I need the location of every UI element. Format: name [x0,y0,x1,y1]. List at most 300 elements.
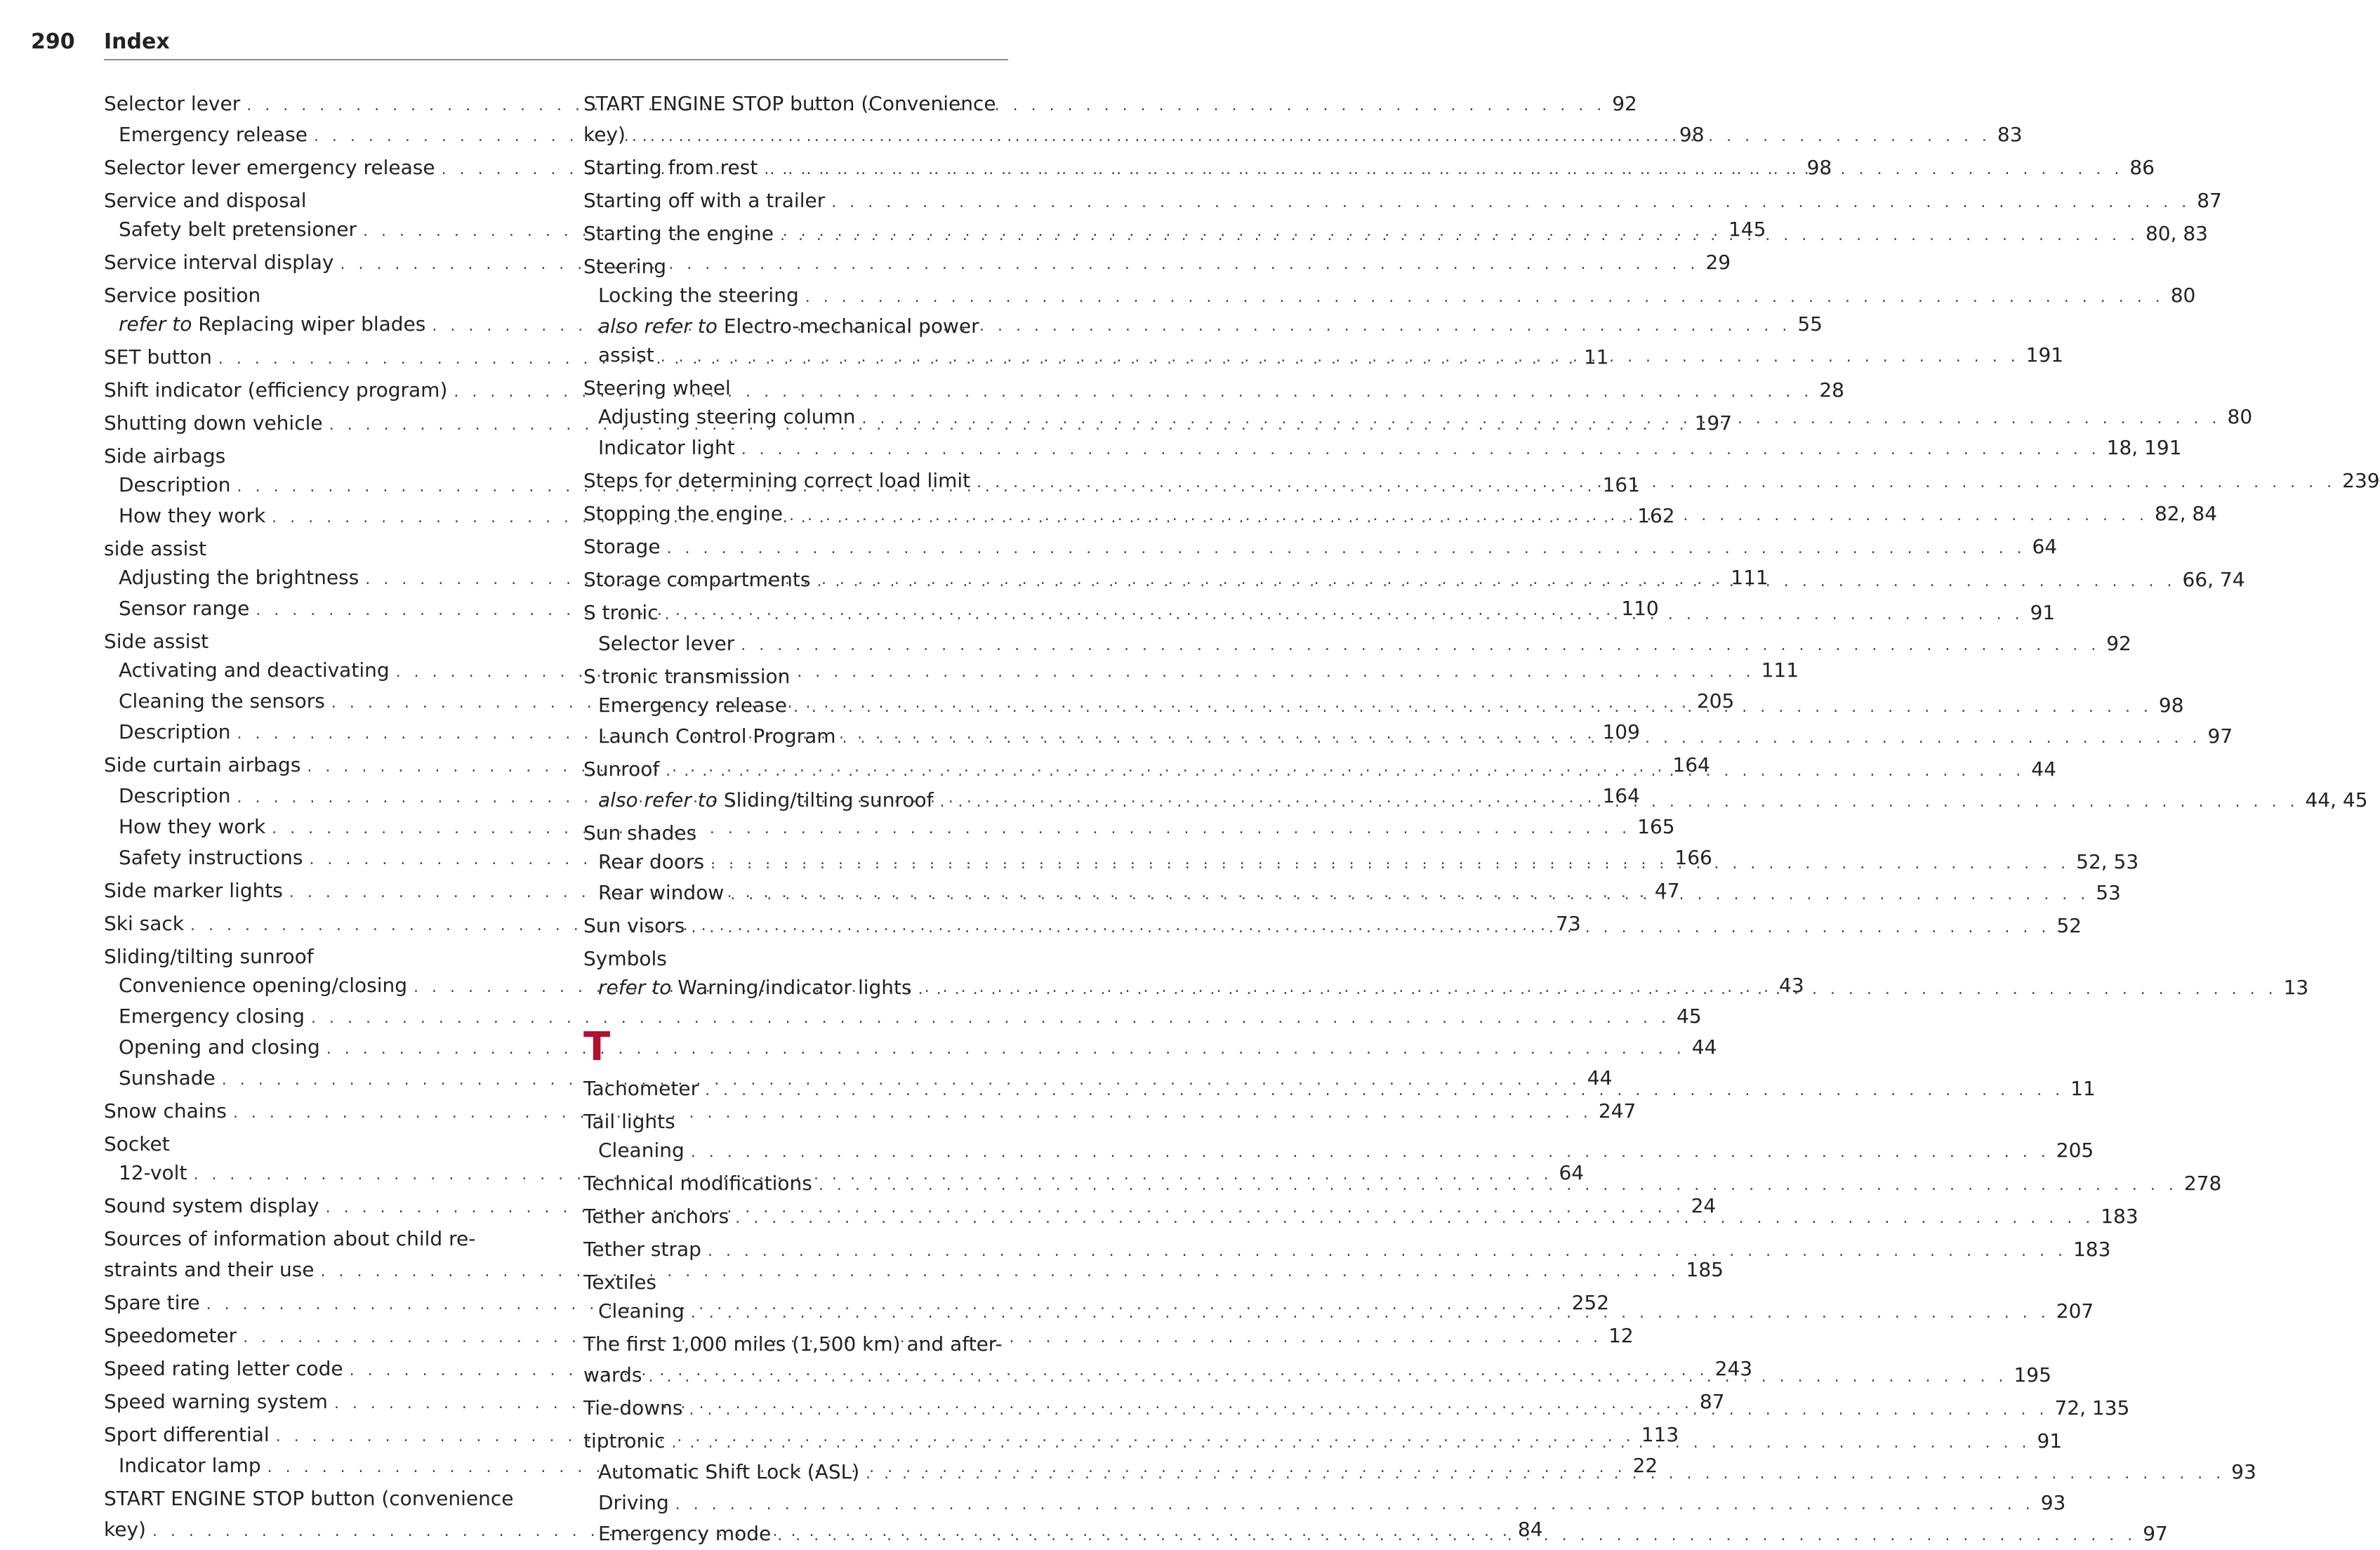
page-reference: 45 [1677,1005,1702,1028]
entry-label [583,755,659,783]
index-entry [583,89,1008,118]
page-title: Index [104,29,170,54]
entry-text: Activating and deactivating [119,658,390,682]
entry-label [119,501,265,530]
index-entry [583,1330,1008,1358]
page-reference: 243 [1714,1357,1753,1380]
index-subentry [104,1033,1717,1064]
entry-label [598,847,704,876]
entry-label [119,470,230,499]
page-reference: 53 [2096,881,2121,904]
entry-label [583,219,774,248]
entry-text: Steering wheel [583,376,731,399]
dot-leader [812,1171,2184,1200]
entry-label [104,1130,170,1158]
page-reference: 91 [2030,601,2056,624]
entry-label [583,252,666,281]
entry-label [583,153,758,182]
dot-leader [724,880,2096,909]
dot-leader [970,468,2342,497]
page-reference: 111 [1761,658,1799,682]
entry-label [583,186,825,215]
entry-text: assist [598,343,654,366]
entry-label [598,629,734,658]
entry-label [119,1451,261,1480]
entry-label [583,1074,699,1103]
entry-text: Sunroof [583,757,660,781]
entry-label [119,120,308,149]
entry-text: START ENGINE STOP button (Convenience [583,92,996,115]
entry-label [583,565,811,594]
dot-leader [825,188,2197,217]
entry-label [104,343,212,371]
page-reference: 29 [1705,251,1731,274]
page-reference: 92 [2106,632,2131,655]
entry-text: Service position [104,284,261,307]
index-entry [583,1107,1008,1136]
dot-leader [734,631,2106,660]
entry-text: Steps for determining correct load limit [583,469,971,492]
index-subentry [583,312,1008,340]
entry-label [583,373,731,402]
entry-label [119,215,357,244]
index-subentry [583,1136,2094,1167]
entry-text: Starting off with a trailer [583,189,826,212]
dot-leader [654,343,2026,371]
dot-leader [665,1429,2037,1457]
entry-label [598,1136,685,1165]
entry-text: Ski sack [104,912,185,935]
page-reference: 252 [1571,1291,1610,1314]
entry-label [583,1393,683,1422]
entry-text: side assist [104,537,206,560]
dot-leader [787,693,2159,722]
dot-leader [771,1521,2143,1550]
entry-text: S tronic transmission [583,665,791,688]
page-reference: 91 [2037,1429,2063,1452]
entry-text: Indicator lamp [119,1454,261,1477]
entry-label [583,1235,701,1264]
entry-text: Tether strap [583,1238,701,1261]
dot-leader [333,250,1705,279]
page-reference: 164 [1672,753,1710,776]
entry-text: Tie-downs [583,1396,683,1419]
page-reference: 13 [2283,976,2309,999]
entry-label [104,1420,270,1449]
entry-label [104,1321,237,1350]
dot-leader [669,1490,2041,1519]
entry-label [104,376,447,404]
entry-label [104,248,333,277]
entry-label [598,340,654,369]
page-reference: 80, 83 [2145,222,2208,245]
entry-text: The first 1,000 miles (1,500 km) and after- [583,1332,1003,1356]
entry-text: Convenience opening/closing [119,974,408,997]
dot-leader [685,1299,2056,1327]
entry-label [119,1002,305,1031]
page-reference: 98 [1806,156,1832,179]
dot-leader [859,1459,2231,1488]
entry-label [104,876,283,905]
entry-text: Description [119,720,231,743]
entry-label [104,1484,513,1513]
index-entry [104,442,530,470]
entry-label [119,687,325,715]
page-reference: 113 [1641,1423,1679,1446]
dot-leader [626,122,1997,151]
index-entry [104,1484,530,1513]
entry-label [583,598,659,627]
dot-leader [856,404,2228,433]
entry-text: Stopping the engine [583,502,783,525]
entry-text: wards [583,1363,642,1386]
entry-text: Sources of information about child re- [104,1227,476,1250]
page-reference: 185 [1686,1258,1724,1281]
index-entry [583,252,1008,281]
entry-label [583,1202,729,1231]
entry-label [104,1224,475,1253]
dot-leader [683,1396,2055,1424]
entry-label [598,973,912,1002]
entry-text: Adjusting steering column [598,405,856,428]
entry-label [598,402,856,431]
entry-text: Service and disposal [104,189,307,212]
entry-text: Selector lever [598,632,735,655]
page-reference: 205 [1696,689,1735,713]
entry-text: Storage [583,535,661,558]
entry-label [119,781,230,810]
entry-text: Selector lever emergency release [104,156,435,179]
entry-label [119,971,407,1000]
page-reference: 165 [1637,815,1675,838]
entry-text: How they work [119,815,266,838]
dot-leader [685,1138,2056,1167]
entry-text: Description [119,784,231,807]
entry-text: Technical modifications [583,1172,812,1195]
entry-text: Cleaning [598,1139,685,1162]
dot-leader [783,501,2155,530]
entry-label [119,812,265,841]
page-reference: 109 [1602,720,1640,743]
entry-label [104,89,240,118]
entry-text: Speedometer [104,1324,237,1347]
entry-text: Side marker lights [104,879,283,902]
entry-text: Safety belt pretensioner [119,218,357,241]
entry-label [598,312,979,340]
entry-label [104,186,307,215]
entry-text: Shift indicator (efficiency program) [104,378,448,402]
entry-label [598,1457,859,1486]
page-reference: 83 [1997,123,2023,146]
entry-text: Sound system display [104,1194,319,1217]
page-reference: 72, 135 [2054,1396,2130,1419]
page-reference: 161 [1602,473,1640,496]
page-reference: 44 [2031,757,2056,781]
entry-label [119,717,230,746]
dot-leader [735,435,2107,464]
page-reference: 97 [2207,724,2233,748]
entry-label [583,1360,642,1389]
entry-text: Safety instructions [119,846,303,869]
entry-label [104,1097,227,1125]
dot-leader [933,788,2305,816]
page-reference: 64 [2032,535,2058,558]
page-reference: 183 [2101,1205,2138,1228]
entry-label [104,442,225,470]
entry-text: Replacing wiper blades [198,312,426,336]
entry-text: Tether anchors [583,1205,729,1228]
index-subentry [583,629,2131,660]
entry-label [598,786,933,814]
page-reference: 11 [2070,1077,2096,1100]
page-reference: 247 [1598,1099,1637,1122]
entry-text: Sliding/tilting sunroof [104,945,314,968]
entry-text: Launch Control Program [598,724,836,748]
entry-label [598,1519,771,1548]
page-reference: 66, 74 [2182,568,2245,591]
entry-label [104,1515,146,1544]
entry-text: Storage compartments [583,568,811,591]
entry-text: START ENGINE STOP button (convenience [104,1487,514,1510]
entry-label [598,1488,669,1517]
entry-label [104,153,435,182]
entry-label [104,409,323,437]
entry-label [104,1288,200,1317]
index-subentry [583,281,2196,312]
page-reference: 11 [1583,345,1609,369]
dot-leader [685,913,2056,942]
page-reference: 73 [1556,912,1581,935]
index-entry [583,1235,2111,1266]
index-entry [104,1224,530,1253]
page-reference: 162 [1637,504,1675,527]
entry-text: Starting the engine [583,222,774,245]
dot-leader [811,567,2183,596]
entry-label [583,1107,675,1136]
dot-leader [659,757,2031,786]
entry-label [104,1255,315,1284]
page-reference: 12 [1608,1324,1634,1347]
page-reference: 80 [2170,284,2196,307]
section-letter: T [583,1024,611,1070]
entry-label [119,1033,320,1061]
index-subentry [583,433,2182,464]
dot-leader [659,600,2030,629]
entry-label [119,563,359,592]
entry-label [583,466,970,495]
page-reference: 44, 45 [2305,788,2368,812]
entry-label [104,942,314,971]
dot-leader [699,1076,2070,1105]
entry-text: Speed warning system [104,1390,328,1413]
page-reference: 98 [1679,123,1705,146]
entry-text: Locking the steering [598,284,799,307]
dot-leader [704,849,2076,878]
entry-text: Emergency release [119,123,308,146]
page-reference: 164 [1602,784,1640,807]
entry-label [104,627,209,656]
page-reference: 18, 191 [2106,436,2182,459]
entry-label [104,909,184,938]
entry-text: Side airbags [104,444,226,468]
entry-text: Opening and closing [119,1035,320,1059]
entry-label [119,1158,187,1187]
entry-text: Selector lever [104,92,241,115]
dot-leader [701,1237,2073,1266]
entry-label [583,662,790,691]
entry-text: Speed rating letter code [104,1357,343,1380]
page-number: 290 [31,29,75,54]
index-entry [104,281,530,310]
index-subentry [104,1002,1702,1033]
page-reference: 44 [1691,1035,1717,1059]
page-reference: 191 [2025,343,2064,366]
page-reference: 92 [1612,92,1637,115]
index-entry [583,186,2222,217]
page-reference: 98 [2158,694,2184,717]
index-entry [583,944,1008,973]
entry-text: Automatic Shift Lock (ASL) [598,1460,860,1483]
page-reference: 24 [1691,1194,1717,1217]
entry-text: Sun visors [583,914,685,937]
entry-text: Side assist [104,630,209,653]
entry-text: Symbols [583,947,667,970]
entry-text: SET button [104,345,212,369]
page-reference: 80 [2227,405,2253,428]
entry-text: 12-volt [119,1161,187,1184]
entry-text: Rear doors [598,850,705,873]
entry-label [583,532,661,561]
index-entry [104,942,530,971]
page-reference: 87 [2197,189,2222,212]
entry-text: Description [119,473,231,496]
entry-text: Starting from rest [583,156,758,179]
entry-label [104,1191,319,1220]
entry-label [598,1297,685,1325]
entry-text: Shutting down vehicle [104,411,323,435]
entry-text: Sliding/tilting sunroof [723,788,934,812]
entry-label [583,911,685,940]
dot-leader [758,155,2129,184]
entry-text: S tronic [583,601,659,624]
index-entry [583,662,1008,691]
page-reference: 52, 53 [2076,850,2139,873]
entry-text: key) [104,1518,146,1541]
page-reference: 110 [1621,597,1659,620]
entry-text: How they work [119,504,266,527]
page-reference: 43 [1779,974,1804,997]
index-entry [104,1130,530,1158]
entry-label [583,1268,656,1297]
entry-label [583,1426,665,1455]
entry-text: Sun shades [583,821,697,844]
entry-label [598,722,836,750]
entry-text: Tachometer [583,1077,699,1100]
entry-label [119,594,249,623]
entry-label [598,878,724,907]
dot-leader [661,534,2032,563]
index-entry [104,186,530,215]
index-entry [104,534,530,563]
entry-text: Sensor range [119,597,250,620]
index-entry [583,373,1008,402]
entry-label [583,944,667,973]
entry-text: Emergency mode [598,1522,772,1545]
page-reference: 93 [2040,1491,2066,1514]
page-reference: 82, 84 [2154,502,2218,525]
entry-text: Electro-mechanical power [723,314,979,338]
entry-label [583,120,626,149]
entry-label [104,534,206,563]
page-reference: 166 [1674,846,1712,869]
entry-text: Sunshade [119,1066,216,1089]
page-reference: 278 [2183,1172,2222,1195]
header-rule [104,59,1008,60]
page-reference: 197 [1694,411,1733,435]
entry-label [598,691,787,720]
dot-leader [836,724,2208,753]
entry-text: Driving [598,1491,669,1514]
page-reference: 55 [1797,312,1823,336]
entry-label [119,1064,216,1092]
index-entry [104,627,530,656]
index-entry [583,819,1008,847]
page-reference: 44 [1587,1066,1613,1089]
cross-reference-prefix: refer to [598,976,672,999]
page-reference: 111 [1731,566,1769,589]
cross-reference-prefix: also refer to [598,788,718,812]
dot-leader [912,975,2284,1004]
entry-label [104,1354,343,1383]
page-reference: 47 [1654,879,1680,902]
entry-text: Snow chains [104,1099,227,1122]
entry-text: Socket [104,1132,170,1155]
entry-text: Emergency release [598,694,787,717]
dot-leader [799,283,2171,312]
entry-label [104,1387,328,1416]
entry-label [119,656,390,684]
entry-text: Adjusting the brightness [119,566,359,589]
dot-leader [729,1204,2101,1233]
entry-label [583,1330,1003,1358]
page-reference: 93 [2231,1460,2256,1483]
entry-text: Warning/indicator lights [677,976,912,999]
page-reference: 145 [1728,218,1766,241]
page-reference: 84 [1517,1518,1543,1541]
page-reference: 64 [1559,1161,1585,1184]
entry-label [119,843,303,872]
page-reference: 207 [2056,1299,2094,1323]
entry-text: key) [583,123,626,146]
index-entry [583,532,2058,563]
entry-label [119,310,425,338]
index-subentry [583,1488,2066,1519]
page-reference: 183 [2072,1238,2111,1261]
entry-label [583,819,696,847]
entry-text: straints and their use [104,1258,315,1281]
index-entry [583,1268,1008,1297]
entry-label [583,499,783,528]
entry-text: Emergency closing [119,1005,305,1028]
entry-text: Cleaning the sensors [119,689,325,713]
entry-label [583,89,996,118]
entry-text: Spare tire [104,1291,200,1314]
page-reference: 239 [2342,469,2380,492]
entry-text: Tail lights [583,1110,675,1133]
entry-text: Side curtain airbags [104,753,301,776]
cross-reference-prefix: refer to [119,312,192,336]
entry-label [104,281,260,310]
